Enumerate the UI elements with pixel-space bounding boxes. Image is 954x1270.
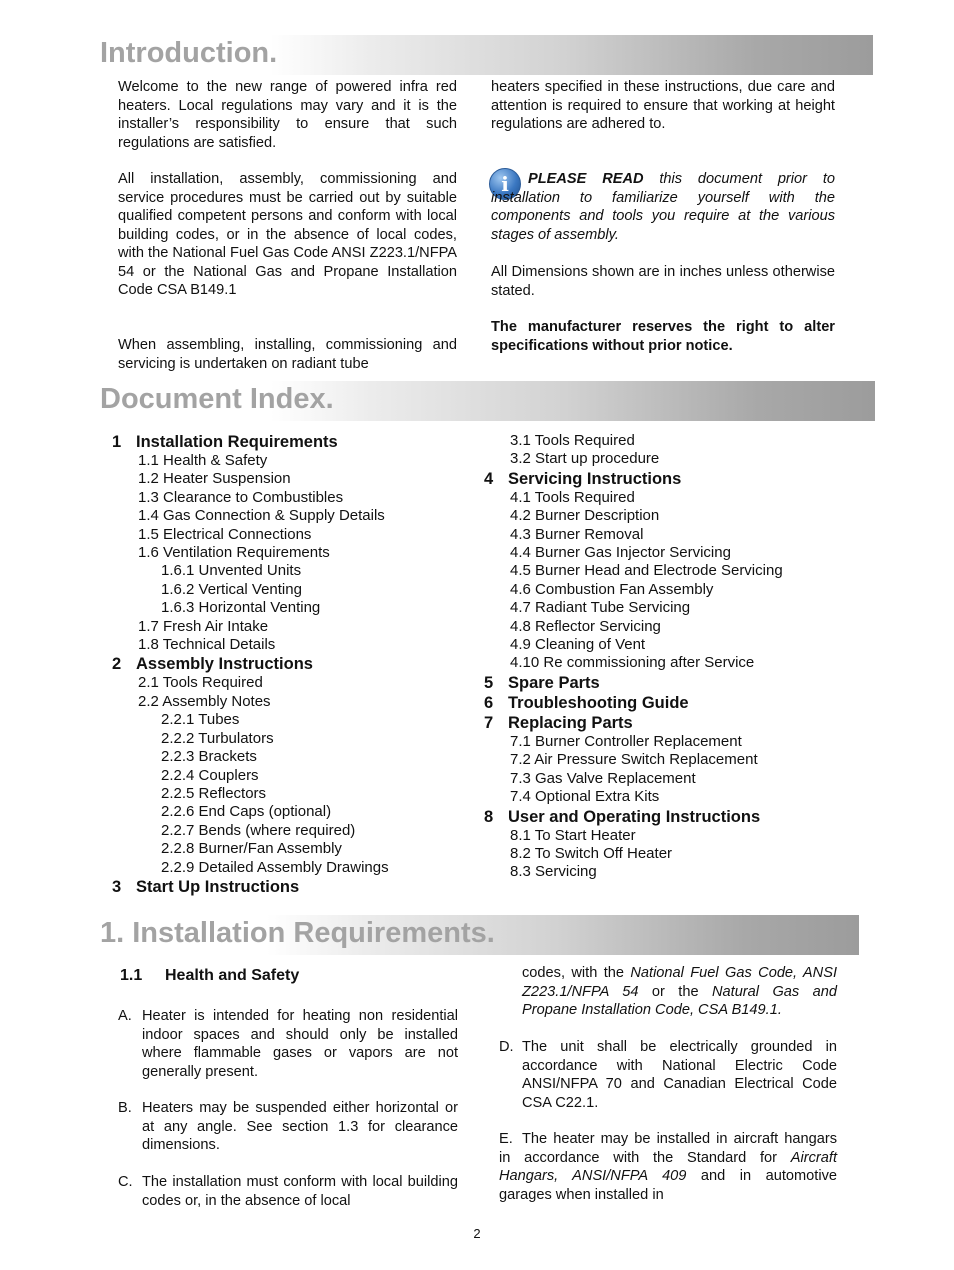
page-number: 2 xyxy=(473,1226,481,1241)
index-banner xyxy=(100,381,875,421)
item-c-cont-4: Natural Gas and Propane Installation Code, CSA B149.1. xyxy=(522,983,837,1018)
index-entry xyxy=(484,581,783,599)
index-entry-label: 8.3 Servicing xyxy=(510,863,597,881)
index-entry-label: 2.2 Assembly Notes xyxy=(138,692,271,710)
index-section-heading xyxy=(484,693,783,713)
index-section-heading xyxy=(112,432,389,452)
index-entry-label: 4.8 Reflector Servicing xyxy=(510,617,661,635)
item-e-letter: E. xyxy=(499,1131,513,1147)
index-entry-label: 1.7 Fresh Air Intake xyxy=(138,617,269,635)
index-entry xyxy=(484,562,783,580)
dimensions-note: All Dimensions shown are in inches unless otherwise stated. xyxy=(491,264,835,299)
index-entry xyxy=(484,507,783,525)
index-entry xyxy=(484,636,783,654)
intro-paragraph-2: All installation, assembly, commissioning and service procedures must be carried out by suitable qualified competent persons and conform with local building codes, or in the absence of local codes, with the National Fuel Gas Code ANSI Z223.1/NFPA 54 or the National Gas and Propane Installation Code CSA B149.1 xyxy=(118,171,457,298)
index-left-column xyxy=(112,432,389,897)
index-entry-label: Servicing Instructions xyxy=(508,469,682,488)
index-section-number: 8 xyxy=(484,807,494,826)
intro-banner xyxy=(100,35,873,75)
index-entry-label: 7.3 Gas Valve Replacement xyxy=(510,769,696,787)
index-entry-label: 7.1 Burner Controller Replacement xyxy=(510,732,742,750)
index-entry xyxy=(112,785,389,803)
index-entry-label: 2.2.1 Tubes xyxy=(161,711,240,729)
index-entry xyxy=(484,544,783,562)
index-entry-label: Assembly Instructions xyxy=(136,655,313,674)
index-entry-label: 4.4 Burner Gas Injector Servicing xyxy=(510,544,731,562)
health-safety-heading xyxy=(120,967,299,985)
index-section-number: 4 xyxy=(484,469,494,488)
index-entry xyxy=(112,544,389,562)
index-section-number: 5 xyxy=(484,673,494,692)
index-entry-label: 8.1 To Start Heater xyxy=(510,826,636,844)
index-entry xyxy=(484,618,783,636)
index-entry-label: Start Up Instructions xyxy=(136,877,300,896)
item-b-text: Heaters may be suspended either horizontal or at any angle. See section 1.3 for clearance dimensions. xyxy=(142,1100,458,1153)
index-entry xyxy=(112,507,389,525)
index-section-heading xyxy=(112,654,389,674)
index-section-number: 2 xyxy=(112,655,122,674)
item-c-letter: C. xyxy=(118,1174,133,1190)
index-entry xyxy=(112,636,389,654)
index-entry-label: 2.2.5 Reflectors xyxy=(161,784,267,802)
index-section-heading xyxy=(484,469,783,489)
item-c-cont-3: or the xyxy=(638,983,712,1000)
index-entry-label: 1.2 Heater Suspension xyxy=(138,470,291,488)
intro-paragraph-1: Welcome to the new range of powered infra red heaters. Local regulations may vary and it is the installer’s responsibility to ensure that such regulations are satisfied. xyxy=(118,79,457,151)
index-entry xyxy=(484,788,783,806)
index-entry-label: 8.2 To Switch Off Heater xyxy=(510,844,673,862)
index-section-heading xyxy=(484,713,783,733)
item-e-text-3: and in automotive garages when installed in xyxy=(499,1168,837,1203)
index-entry xyxy=(112,562,389,580)
index-entry xyxy=(484,751,783,769)
index-entry-label: 2.1 Tools Required xyxy=(138,674,263,692)
index-entry xyxy=(112,803,389,821)
item-c-text: The installation must conform with local building codes or, in the absence of local xyxy=(142,1174,458,1209)
index-title: Document Index. xyxy=(100,383,334,415)
index-entry-label: 2.2.4 Couplers xyxy=(161,766,259,784)
index-entry-label: 7.4 Optional Extra Kits xyxy=(510,788,660,806)
index-entry xyxy=(484,654,783,672)
index-section-heading xyxy=(484,807,783,827)
item-c-cont-1: codes, with the xyxy=(522,965,631,981)
index-entry-label: 4.10 Re commissioning after Service xyxy=(510,654,755,672)
index-entry xyxy=(484,450,783,468)
index-entry xyxy=(112,581,389,599)
item-c xyxy=(118,1173,458,1210)
index-entry-label: 7.2 Air Pressure Switch Replacement xyxy=(510,751,758,769)
item-d-text: The unit shall be electrically grounded in accordance with National Electric Code ANSI/NFPA 70 and Canadian Electrical Code CSA C22.1. xyxy=(522,1039,837,1111)
item-e-text-2: Aircraft Hangars, ANSI/NFPA 409 xyxy=(499,1149,837,1184)
index-entry xyxy=(484,432,783,450)
item-e-text-1: The heater may be installed in aircraft hangars in accordance with the Standard for xyxy=(499,1131,837,1166)
index-entry-label: 1.8 Technical Details xyxy=(138,636,276,654)
index-entry-label: User and Operating Instructions xyxy=(508,807,761,826)
index-entry-label: 2.2.8 Burner/Fan Assembly xyxy=(161,840,342,858)
manufacturer-note: The manufacturer reserves the right to alter specifications without prior notice. xyxy=(491,319,835,354)
index-entry-label: 2.2.2 Turbulators xyxy=(161,729,274,747)
index-entry-label: 4.7 Radiant Tube Servicing xyxy=(510,599,691,617)
index-entry xyxy=(484,489,783,507)
index-entry-label: 2.2.7 Bends (where required) xyxy=(161,821,356,839)
info-icon: i xyxy=(489,168,521,200)
item-c-cont-2: National Fuel Gas Code, ANSI Z223.1/NFPA 54 xyxy=(522,965,837,1000)
index-entry-label: 1.1 Health & Safety xyxy=(138,452,268,469)
index-entry xyxy=(484,845,783,863)
index-entry xyxy=(112,822,389,840)
index-entry-label: 3.1 Tools Required xyxy=(510,432,635,449)
intro-title: Introduction. xyxy=(100,37,278,69)
index-entry xyxy=(112,599,389,617)
item-a-letter: A. xyxy=(118,1008,132,1024)
index-entry-label: Installation Requirements xyxy=(136,433,338,451)
index-entry xyxy=(484,863,783,881)
index-entry-label: 2.2.3 Brackets xyxy=(161,748,257,766)
index-entry-label: 4.3 Burner Removal xyxy=(510,525,644,543)
index-entry-label: 1.5 Electrical Connections xyxy=(138,525,312,543)
item-c-continued xyxy=(499,964,837,1020)
item-a-text: Heater is intended for heating non residential indoor spaces and should only be installed where flammable gases or vapors are not generally present. xyxy=(142,1008,458,1080)
intro-paragraph-3: When assembling, installing, commissioning and servicing is undertaken on radiant tube xyxy=(118,337,457,372)
index-section-number: 1 xyxy=(112,433,122,451)
index-entry-label: 4.1 Tools Required xyxy=(510,488,635,506)
item-d xyxy=(499,1038,837,1112)
index-entry xyxy=(112,748,389,766)
index-entry xyxy=(112,526,389,544)
item-e xyxy=(499,1130,837,1204)
index-right-column xyxy=(484,432,783,882)
index-entry-label: 1.4 Gas Connection & Supply Details xyxy=(138,507,385,525)
index-entry xyxy=(484,526,783,544)
index-entry xyxy=(112,693,389,711)
index-entry-label: 4.6 Combustion Fan Assembly xyxy=(510,580,714,598)
health-safety-number: 1.1 xyxy=(120,967,143,984)
index-entry xyxy=(112,730,389,748)
index-entry-label: 2.2.9 Detailed Assembly Drawings xyxy=(161,858,389,876)
index-entry-label: 3.2 Start up procedure xyxy=(510,450,660,468)
index-entry xyxy=(112,859,389,877)
index-entry xyxy=(112,470,389,488)
index-entry xyxy=(484,770,783,788)
health-safety-title: Health and Safety xyxy=(165,967,300,984)
index-section-heading xyxy=(484,673,783,693)
index-entry-label: 1.3 Clearance to Combustibles xyxy=(138,488,344,506)
index-entry xyxy=(112,767,389,785)
item-a xyxy=(118,1007,458,1081)
index-entry xyxy=(112,711,389,729)
index-entry-label: 1.6.2 Vertical Venting xyxy=(161,580,302,598)
install-title: 1. Installation Requirements. xyxy=(100,917,495,949)
install-banner xyxy=(100,915,859,955)
index-entry-label: 2.2.6 End Caps (optional) xyxy=(161,803,332,821)
index-entry-label: 1.6 Ventilation Requirements xyxy=(138,544,330,562)
index-entry-label: Replacing Parts xyxy=(508,713,633,732)
item-b xyxy=(118,1099,458,1155)
intro-right-paragraph-1: heaters specified in these instructions, due care and attention is required to ensure that working at height regulations are adhered to. xyxy=(491,79,835,132)
index-entry xyxy=(484,827,783,845)
index-section-heading xyxy=(112,877,389,897)
index-section-number: 7 xyxy=(484,713,494,732)
index-entry xyxy=(112,452,389,470)
item-b-letter: B. xyxy=(118,1100,132,1116)
index-entry-label: 1.6.3 Horizontal Venting xyxy=(161,599,321,617)
index-entry xyxy=(112,489,389,507)
please-read-bold: PLEASE READ xyxy=(528,171,644,187)
please-read-note xyxy=(491,170,835,244)
index-entry-label: Spare Parts xyxy=(508,673,600,692)
index-section-number: 6 xyxy=(484,693,494,712)
index-entry xyxy=(484,733,783,751)
index-entry-label: Troubleshooting Guide xyxy=(508,693,689,712)
index-entry-label: 4.2 Burner Description xyxy=(510,507,660,525)
index-section-number: 3 xyxy=(112,877,122,896)
index-entry xyxy=(112,840,389,858)
index-entry-label: 4.5 Burner Head and Electrode Servicing xyxy=(510,562,783,580)
index-entry-label: 4.9 Cleaning of Vent xyxy=(510,636,646,654)
index-entry xyxy=(112,674,389,692)
index-entry xyxy=(112,618,389,636)
index-entry-label: 1.6.1 Unvented Units xyxy=(161,562,302,580)
item-d-letter: D. xyxy=(499,1039,514,1055)
please-read-text: this document prior to installation to familiarize yourself with the components and tools you require at the various stages of assembly. xyxy=(491,171,835,243)
index-entry xyxy=(484,599,783,617)
